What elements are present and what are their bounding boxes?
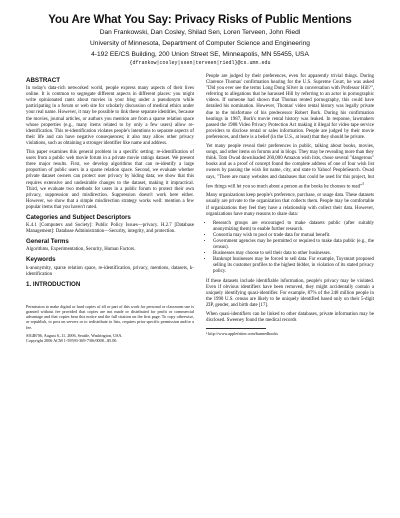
intro-paragraph-1: People are judged by their preferences, even for apparently trivial things. During Clarence Thomas' confirmation hearing for the U.S. Supreme Court, he was asked "Did you ever see the terms Long Dong Silver in conversation with Professor Hill?", referring to allegations that he harassed Hill by referring to an actor in pornographic videos. If someone had shown that Thomas rented pornography, this could have derailed his nomination. However, Thomas' video rental history was legally private due to the misfortune of his predecessor Robert Bork. During his confirmation hearings in 1987, Bork's movie rental history was leaked. In response, lawmakers passed the 1988 Video Privacy Protection Act making it illegal for video tape service providers to disclose rental or sales information. People are judged by their movie preferences, and there is a belief (in the U.S., at least) that they should be private. <box>206 74 374 140</box>
address-line: 4-192 EE/CS Building, 200 Union Street SE, Minneapolis, MN 55455, USA <box>91 51 309 58</box>
permission-notice <box>26 304 194 343</box>
general-terms-text: Algorithms, Experimentation, Security, Human Factors. <box>26 247 136 253</box>
left-column <box>26 74 194 343</box>
categories-heading: Categories and Subject Descriptors <box>26 213 131 221</box>
categories-text: K.4.1 [Computers and Society]: Public Policy Issues—privacy. H.2.7 [Database Management]: Database Administration—Security, integrity, and protection. <box>26 223 194 235</box>
keywords-text: k-anonymity, sparse relation space, re-identification, privacy, mentions, datasets, k-identification <box>26 265 194 277</box>
intro-paragraph-2-text: Yet many people reveal their preferences in public, talking about books, movies, songs, and other items on forums and in blogs. They may be revealing more than they think. Tom Owad downloaded 260,000 Amazon wish lists, chose several "dangerous" books and as a proof of concept found the complete address of one of four wish list owners by passing the wish list name, city, and state to Yahoo! PeopleSearch. Owad says, "There are many websites and databases that could be used for this project, but few things will let you so much about a person as the books he chooses to read" <box>206 144 374 190</box>
list-item: • Research groups are encouraged to make datasets public (after suitably anonymizing them) to enable further research. <box>213 221 374 233</box>
paper-title: You Are What You Say: Privacy Risks of Public Mentions <box>48 14 352 26</box>
list-item: • Government agencies may be permitted or required to make data public (e.g., the census). <box>213 239 374 251</box>
copyright-line: Copyright 2006 ACM 1-59593-369-7/06/0008...$5.00. <box>26 338 118 344</box>
intro-paragraph-5: When quasi-identifiers can be linked to other databases, private information may be disclosed. Sweeney found the medical records <box>206 312 374 324</box>
conference-line: SIGIR'06, August 6–11, 2006, Seattle, Washington, USA. <box>26 332 123 338</box>
abstract-heading: ABSTRACT <box>26 77 61 84</box>
abstract-paragraph-1: In today's data-rich networked world, people express many aspects of their lives online. It is common to segregate different aspects in different places: you might write opinionated rants about movies in your blog under a pseudonym while participating in a forum or web site for scholarly discussion of medical ethics under your real name. However, it may be possible to link these separate identities, because the movies, journal articles, or authors you mention are from a sparse relation space whose properties (e.g., many items related to by only a few users) allow re-identification. This re-identification violates people's intentions to separate aspects of their life and can have negative consequences; it also may allow other privacy violations, such as obtaining a stronger identifier like name and address. <box>26 86 194 146</box>
footnote-text: ¹ http://www.applefritter.com/bannedbooks <box>206 331 279 337</box>
intro-paragraph-2 <box>206 144 374 190</box>
author-emails: {dfrankow|cosley|ssen|terveen|riedl}@cs.umn.edu <box>129 60 271 66</box>
intro-paragraph-4: If these datasets include identifiable information, people's privacy may be violated. Even if obvious identifiers have been removed, they might accidentally contain a uniquely identifying quasi-identifier. For example, 87% of the 248 million people in the 1990 U.S. census are likely to be uniquely identified based only on their 5-digit ZIP, gender, and birth date [17]. <box>206 278 374 308</box>
intro-paragraph-3: Many organizations keep people's preference, purchase, or usage data. These datasets usually are private to the organization that collects them. People may be comfortable if organizations they feel they have a relationship with collect their data. However, organizations have many reasons to share data: <box>206 193 374 217</box>
general-terms-heading: General Terms <box>26 238 69 246</box>
right-column <box>206 74 374 343</box>
introduction-heading: 1. INTRODUCTION <box>26 280 81 288</box>
list-item: • Bankrupt businesses may be forced to sell data. For example, Toysmart proposed selling its customer profiles to the highest bidder, in violation of its stated privacy policy. <box>213 257 374 275</box>
affiliation-line: University of Minnesota, Department of Computer Science and Engineering <box>90 40 310 47</box>
sharing-reasons-list <box>206 221 374 276</box>
keywords-heading: Keywords <box>26 256 56 264</box>
footnote-divider <box>206 328 266 329</box>
author-list: Dan Frankowski, Dan Cosley, Shilad Sen, Loren Terveen, John Riedl <box>99 29 301 36</box>
list-item: • Businesses may choose to sell their data to other businesses. <box>213 251 374 257</box>
two-column-body <box>26 74 374 343</box>
list-item: • Consortia may wish to pool or trade data for mutual benefit. <box>213 233 374 239</box>
footnote-reference: 1 <box>362 180 365 186</box>
permission-text: Permission to make digital or hard copies of all or part of this work for personal or classroom use is granted without fee provided that copies are not made or distributed for profit or commercial advantage and that copies bear this notice and the full citation on the first page. To copy otherwise, or republish, to post on servers or to redistribute to lists, requires prior specific permission and/or a fee. <box>26 303 194 330</box>
abstract-paragraph-2: This paper examines this general problem in a specific setting: re-identification of users from a public web movie forum in a private movie ratings dataset. We present three major results. First, we develop algorithms that can re-identify a large proportion of public users in a sparse relation space. Second, we evaluate whether private dataset owners can protect user privacy by hiding data; we show that this requires extensive and undesirable changes to the dataset, making it impractical. Third, we evaluate two methods for users in a public forum to protect their own privacy, suppression and misdirection. Suppression doesn't work here either. However, we show that a simple misdirection strategy works well: mention a few popular items that you haven't rated. <box>26 150 194 210</box>
